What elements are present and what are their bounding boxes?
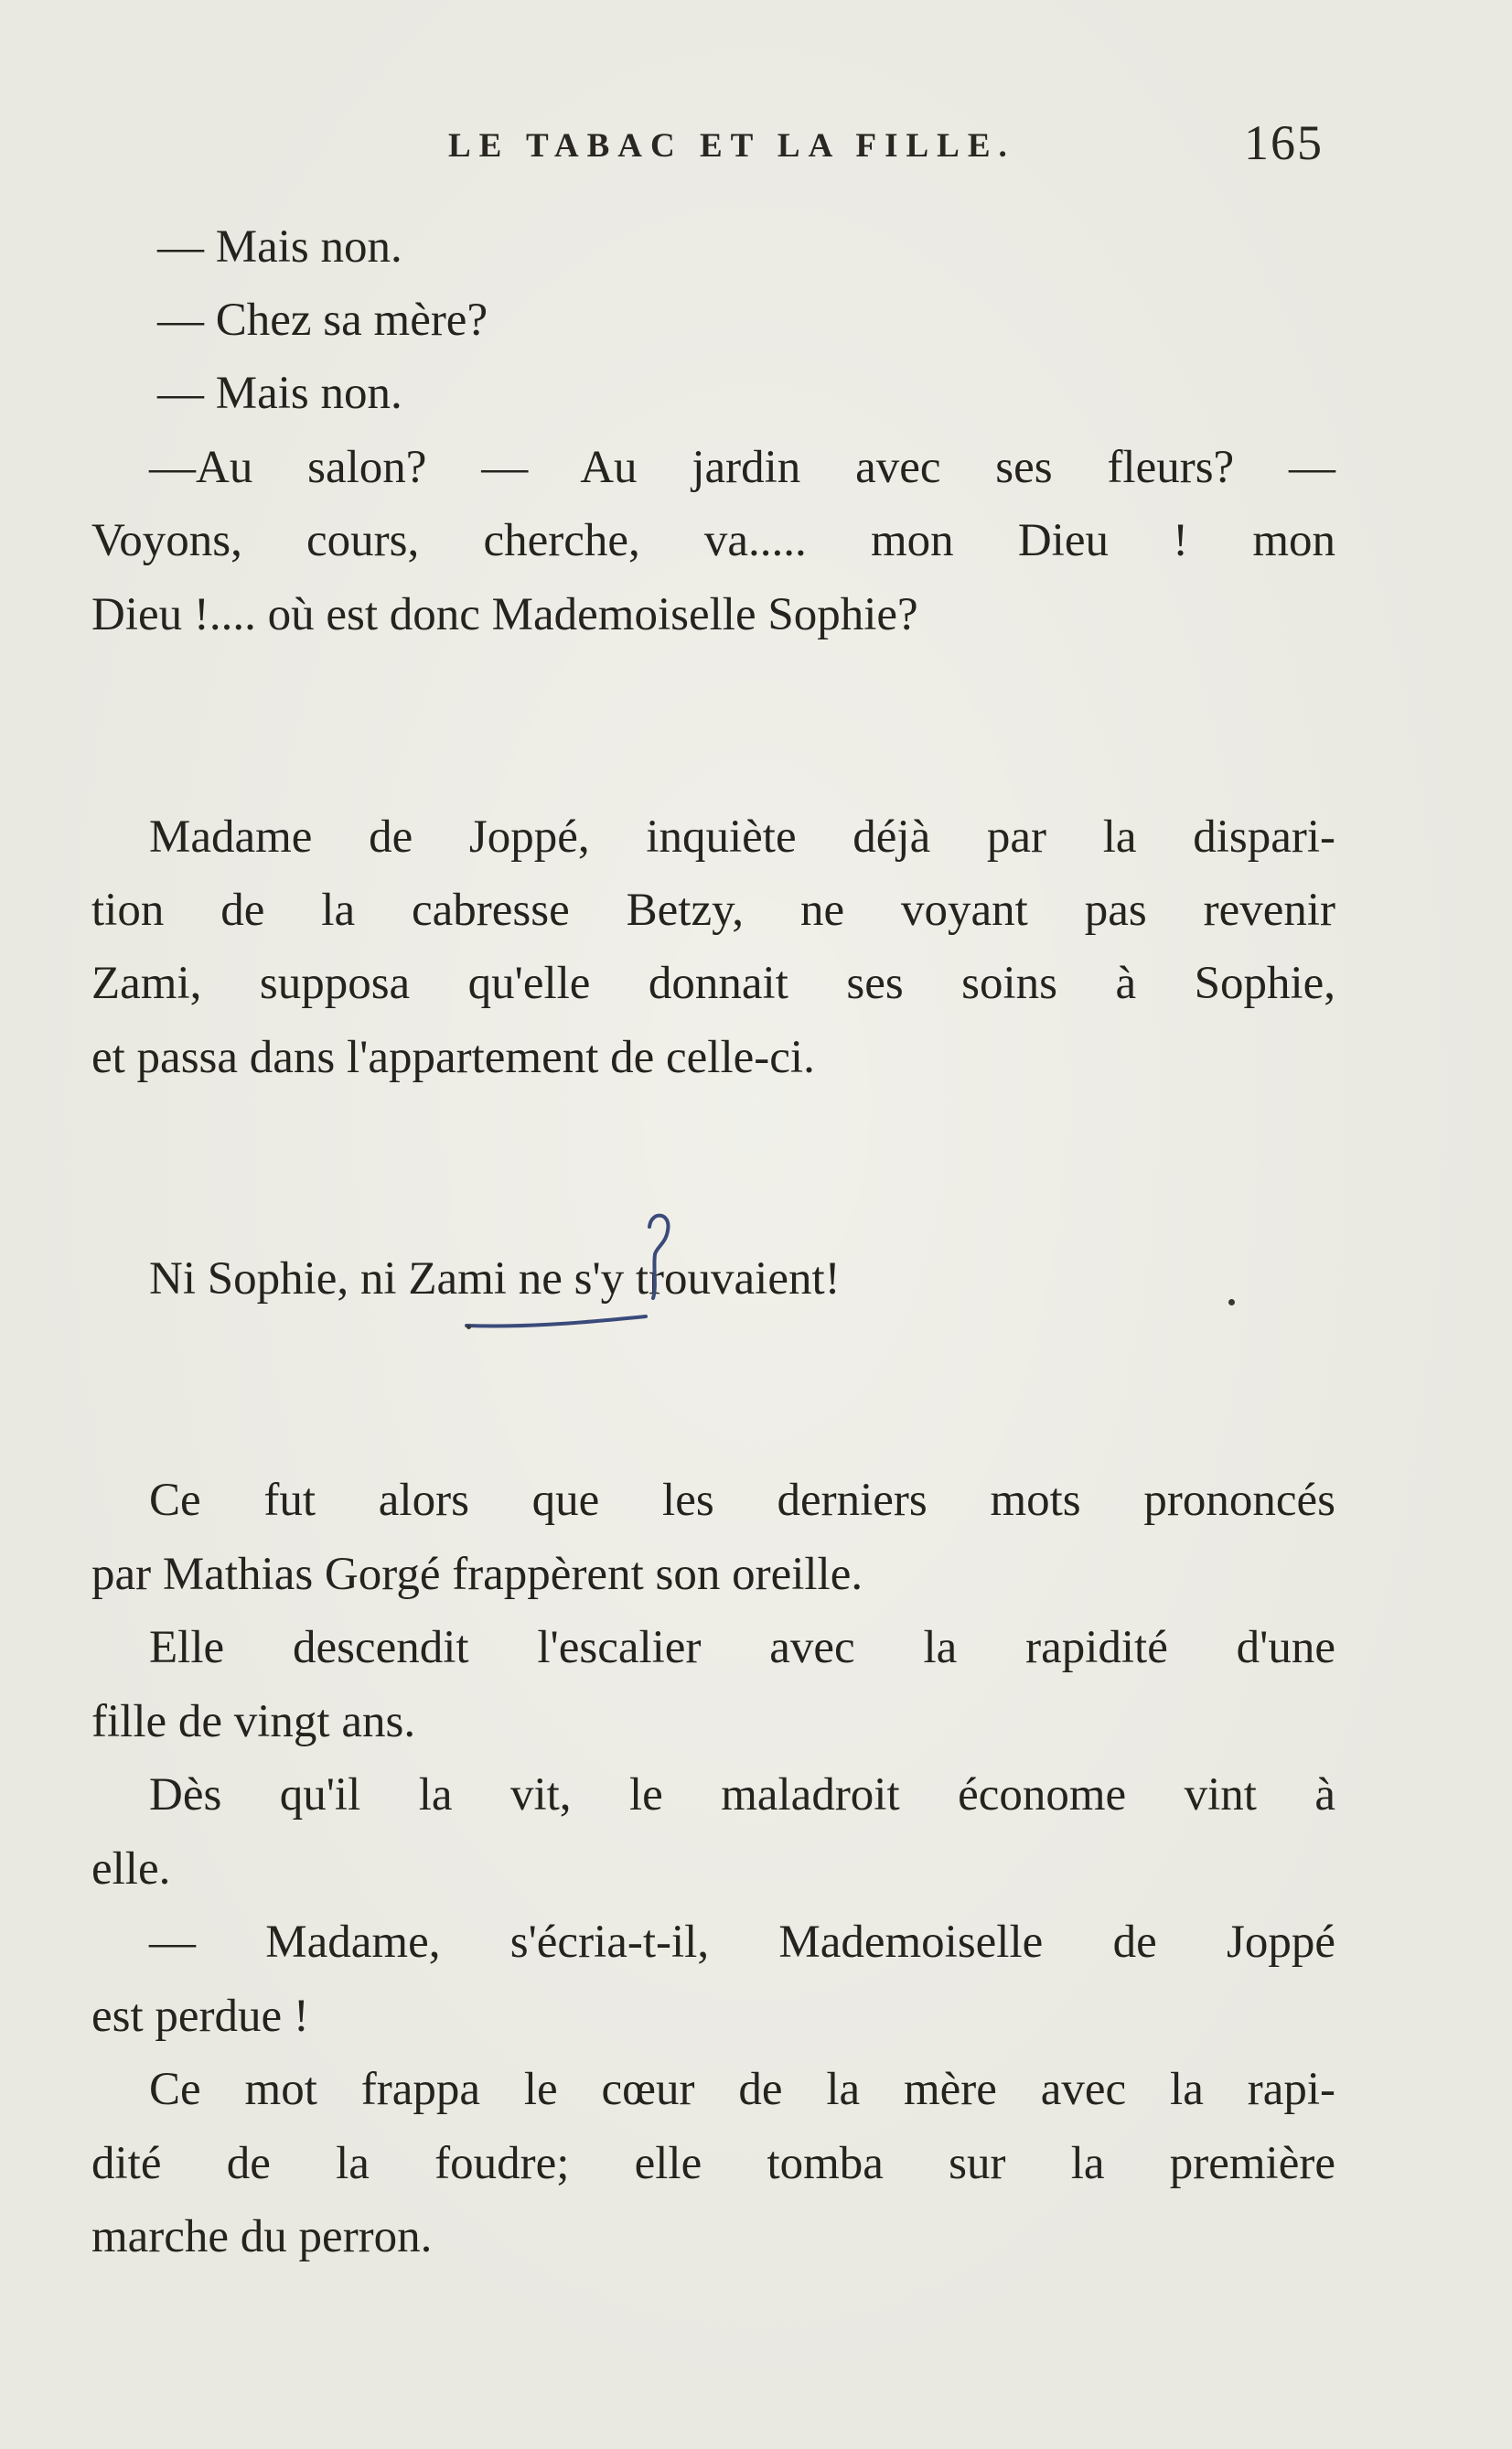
text-line: — Chez sa mère?: [157, 295, 488, 346]
text-line: —Au salon? — Au jardin avec ses fleurs? —: [149, 442, 1335, 493]
text-line: fille de vingt ans.: [91, 1696, 416, 1747]
text-line: elle.: [91, 1843, 171, 1895]
paper-speck: [466, 1325, 471, 1329]
handwritten-mark-icon: [629, 1203, 684, 1304]
text-line: et passa dans l'appartement de celle-ci.: [91, 1032, 815, 1083]
text-line: tion de la cabresse Betzy, ne voyant pas revenir: [91, 885, 1335, 936]
paper-speck: [1228, 1299, 1235, 1305]
text-line: Ce fut alors que les derniers mots prononcés: [149, 1475, 1335, 1526]
text-line: Voyons, cours, cherche, va..... mon Dieu ! mon: [91, 515, 1335, 566]
text-line: Elle descendit l'escalier avec la rapidité d'une: [149, 1622, 1335, 1673]
text-line: par Mathias Gorgé frappèrent son oreille.: [91, 1549, 863, 1600]
text-line: Zami, supposa qu'elle donnait ses soins à Sophie,: [91, 958, 1335, 1009]
text-line: marche du perron.: [91, 2211, 433, 2262]
text-line: — Mais non.: [157, 221, 402, 273]
page-number: 165: [1244, 115, 1324, 170]
text-line: est perdue !: [91, 1991, 309, 2042]
text-line: Ce mot frappa le cœur de la mère avec la rapi-: [149, 2064, 1335, 2115]
running-header: LE TABAC ET LA FILLE.: [448, 127, 1015, 165]
text-line: — Madame, s'écria-t-il, Mademoiselle de Joppé: [149, 1917, 1335, 1968]
text-line: Ni Sophie, ni Zami ne s'y trouvaient!: [149, 1253, 841, 1305]
text-line: Dès qu'il la vit, le maladroit économe vint à: [149, 1769, 1335, 1821]
handwritten-underline-icon: [465, 1313, 648, 1340]
text-line: Dieu !.... où est donc Mademoiselle Sophie?: [91, 589, 918, 640]
text-line: dité de la foudre; elle tomba sur la première: [91, 2138, 1335, 2189]
text-line: — Mais non.: [157, 368, 402, 419]
text-line: Madame de Joppé, inquiète déjà par la dispari-: [149, 811, 1335, 863]
